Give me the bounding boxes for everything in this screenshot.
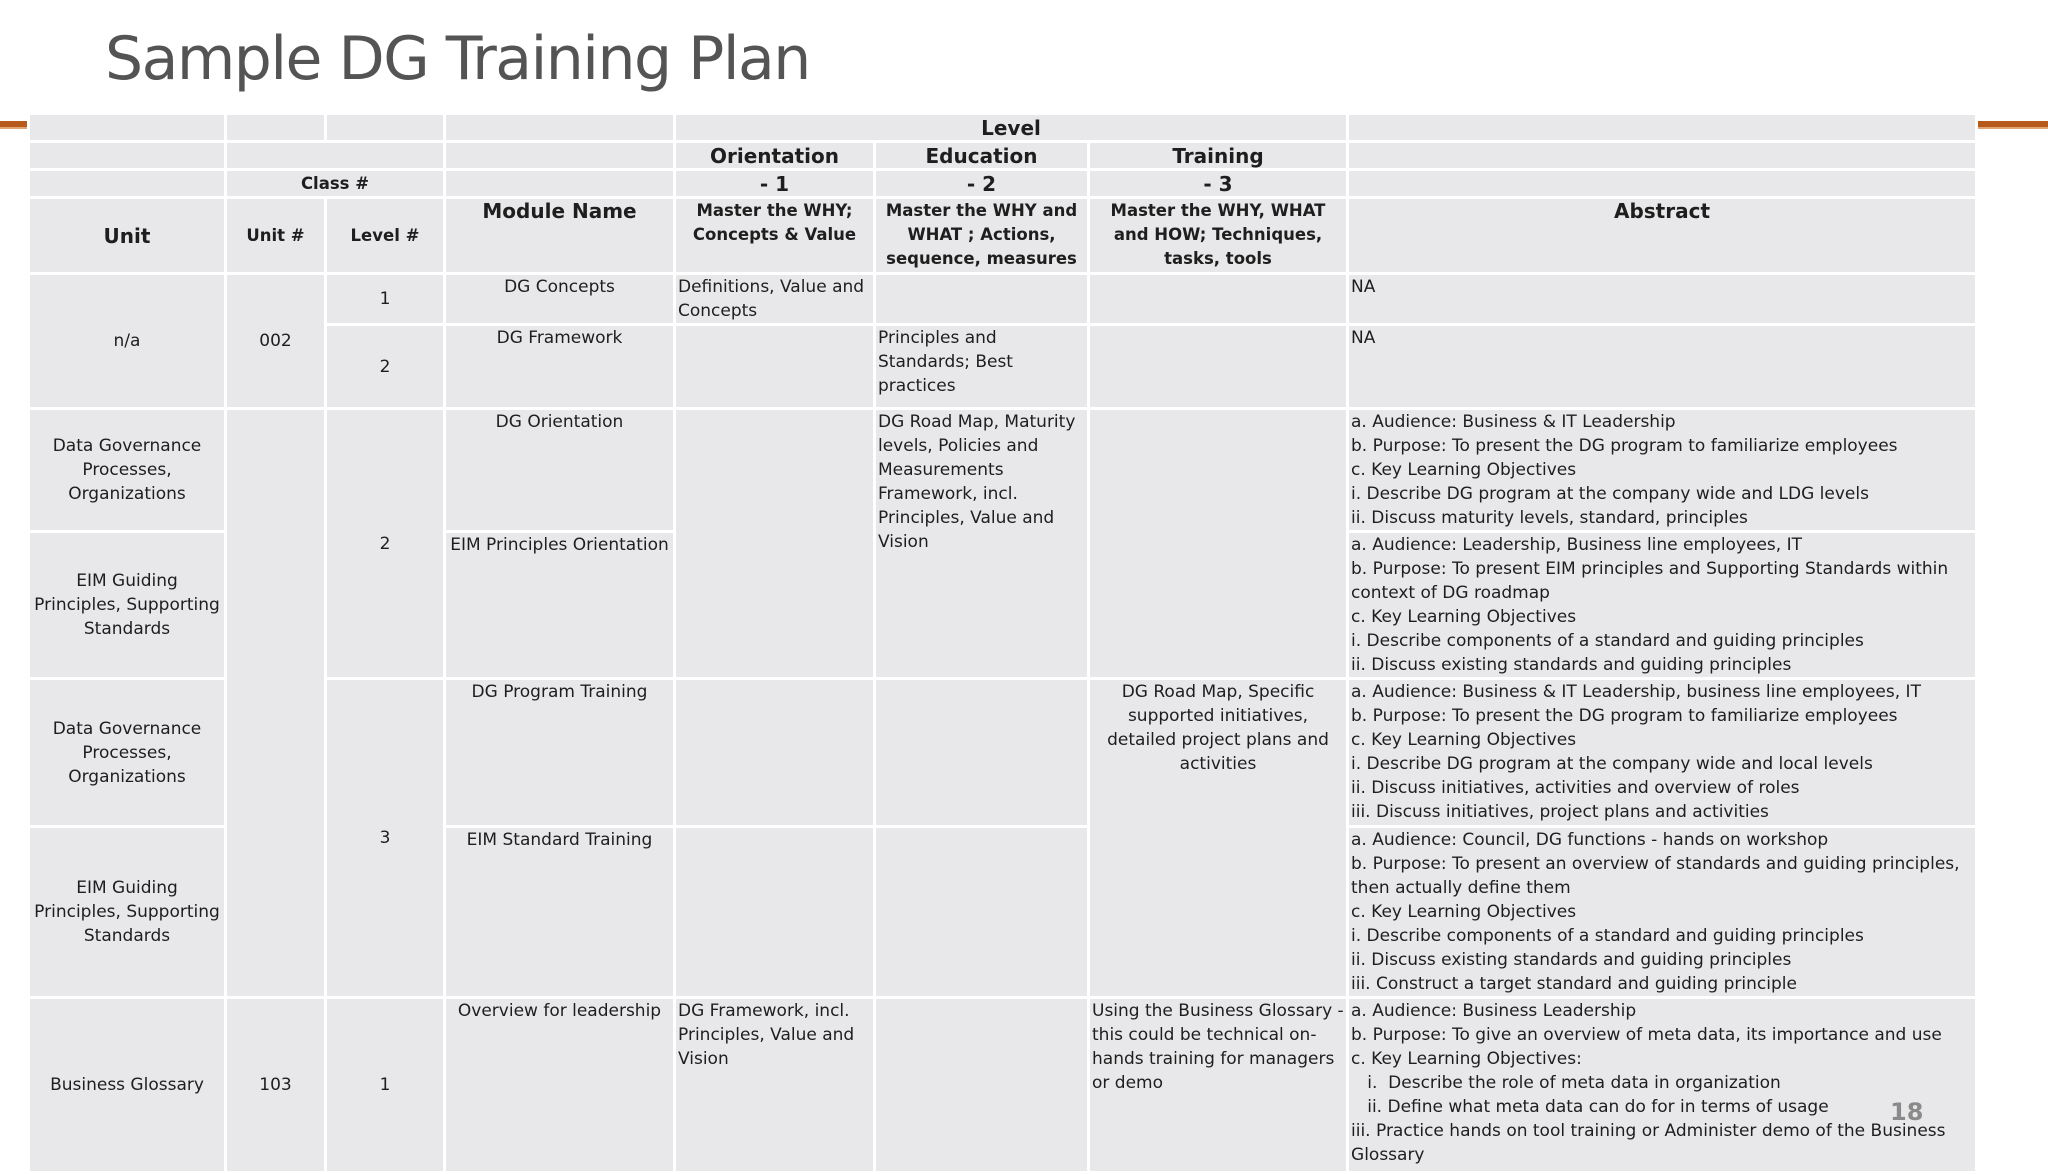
slide-title: Sample DG Training Plan [105, 24, 810, 94]
abstract-line: a. Audience: Business & IT Leadership [1351, 412, 1676, 432]
abstract-line: b. Purpose: To present the DG program to familiarize employees [1351, 706, 1898, 726]
header-orientation-description: Master the WHY; Concepts & Value [675, 198, 875, 274]
orientation-cell: Definitions, Value and Concepts [675, 274, 875, 325]
header-row-class-number [29, 170, 1977, 198]
header-abstract: Abstract [1348, 198, 1977, 274]
abstract-line: ii. Discuss existing standards and guiding principles [1351, 655, 1792, 675]
header-level-number: Level # [326, 198, 445, 274]
training-cell [1089, 409, 1348, 679]
header-unit-number: Unit # [226, 198, 326, 274]
header-empty-cell [1348, 170, 1977, 198]
training-cell [1089, 325, 1348, 409]
unit-cell: EIM Guiding Principles, Supporting Standards [29, 532, 226, 679]
orientation-cell [675, 827, 875, 998]
education-cell [875, 679, 1089, 827]
abstract-cell [1348, 409, 1977, 532]
abstract-cell [1348, 532, 1977, 679]
header-training-number: - 3 [1089, 170, 1348, 198]
abstract-line: c. Key Learning Objectives [1351, 607, 1577, 627]
module-name-cell: Overview for leadership [445, 998, 675, 1173]
header-training-description: Master the WHY, WHAT and HOW; Techniques, tasks, tools [1089, 198, 1348, 274]
header-education-number: - 2 [875, 170, 1089, 198]
abstract-line: b. Purpose: To give an overview of meta data, its importance and use [1351, 1025, 1942, 1045]
unit-cell: n/a [29, 274, 226, 409]
abstract-line: i. Describe DG program at the company wide and local levels [1351, 754, 1873, 774]
abstract-cell: NA [1348, 325, 1977, 409]
orientation-cell [675, 679, 875, 827]
header-training: Training [1089, 142, 1348, 170]
level-number-cell: 3 [326, 679, 445, 998]
header-education-description: Master the WHY and WHAT ; Actions, sequence, measures [875, 198, 1089, 274]
abstract-cell [1348, 679, 1977, 827]
orientation-cell: DG Framework, incl. Principles, Value and Vision [675, 998, 875, 1173]
abstract-line: c. Key Learning Objectives [1351, 460, 1577, 480]
education-cell [875, 274, 1089, 325]
header-empty-cell [1348, 142, 1977, 170]
level-number-cell: 1 [326, 998, 445, 1173]
module-name-cell: DG Framework [445, 325, 675, 409]
unit-cell: Data Governance Processes, Organizations [29, 679, 226, 827]
module-name-cell: DG Orientation [445, 409, 675, 532]
header-empty-cell [445, 114, 675, 142]
abstract-line: i. Describe the role of meta data in organization [1351, 1073, 1781, 1093]
abstract-line: iii. Practice hands on tool training or Administer demo of the Business Glossary [1351, 1121, 1946, 1165]
slide-number: 18 [1890, 1098, 1924, 1126]
abstract-line: c. Key Learning Objectives [1351, 730, 1577, 750]
header-orientation-number: - 1 [675, 170, 875, 198]
abstract-line: c. Key Learning Objectives: [1351, 1049, 1582, 1069]
abstract-line: a. Audience: Business Leadership [1351, 1001, 1637, 1021]
abstract-line: ii. Define what meta data can do for in terms of usage [1351, 1097, 1829, 1117]
training-cell [1089, 274, 1348, 325]
abstract-line: i. Describe components of a standard and guiding principles [1351, 631, 1864, 651]
abstract-cell: NA [1348, 274, 1977, 325]
title-accent-line-right [1975, 121, 2048, 129]
abstract-line: i. Describe components of a standard and guiding principles [1351, 926, 1864, 946]
training-plan-table [27, 112, 1978, 1174]
abstract-line: i. Describe DG program at the company wide and LDG levels [1351, 484, 1869, 504]
header-empty-cell [29, 142, 226, 170]
header-empty-cell [326, 114, 445, 142]
abstract-line: c. Key Learning Objectives [1351, 902, 1577, 922]
header-level: Level [675, 114, 1348, 142]
education-cell [875, 998, 1089, 1173]
abstract-line: b. Purpose: To present EIM principles and Supporting Standards within context of DG roadmap [1351, 559, 1949, 603]
module-name-cell: EIM Standard Training [445, 827, 675, 998]
header-unit: Unit [29, 198, 226, 274]
module-name-cell: DG Program Training [445, 679, 675, 827]
header-class-number: Class # [226, 170, 445, 198]
abstract-line: b. Purpose: To present an overview of standards and guiding principles, then actually define them [1351, 854, 1960, 898]
header-empty-cell [29, 170, 226, 198]
header-orientation: Orientation [675, 142, 875, 170]
header-empty-cell [226, 114, 326, 142]
abstract-line: a. Audience: Leadership, Business line employees, IT [1351, 535, 1802, 555]
unit-number-cell: 002 [226, 274, 326, 409]
header-empty-cell [445, 142, 675, 170]
header-education: Education [875, 142, 1089, 170]
table-row [29, 274, 1977, 325]
education-cell [875, 827, 1089, 998]
unit-number-cell: 103 [226, 998, 326, 1173]
level-number-cell: 1 [326, 274, 445, 325]
header-empty-cell [445, 170, 675, 198]
abstract-line: ii. Discuss existing standards and guiding principles [1351, 950, 1792, 970]
level-number-cell: 2 [326, 325, 445, 409]
abstract-line: iii. Discuss initiatives, project plans and activities [1351, 802, 1769, 822]
education-cell: DG Road Map, Maturity levels, Policies and Measurements Framework, incl. Principles, Value and Vision [875, 409, 1089, 679]
header-row-level [29, 114, 1977, 142]
abstract-line: a. Audience: Council, DG functions - hands on workshop [1351, 830, 1829, 850]
abstract-cell [1348, 827, 1977, 998]
abstract-line: iii. Construct a target standard and guiding principle [1351, 974, 1797, 994]
abstract-line: ii. Discuss initiatives, activities and overview of roles [1351, 778, 1800, 798]
education-cell: Principles and Standards; Best practices [875, 325, 1089, 409]
header-module-name: Module Name [445, 198, 675, 274]
header-row-level-names [29, 142, 1977, 170]
unit-number-cell [226, 409, 326, 998]
table-row [29, 998, 1977, 1173]
training-cell: Using the Business Glossary - this could be technical on-hands training for managers or demo [1089, 998, 1348, 1173]
title-accent-line-left [0, 121, 27, 129]
abstract-line: b. Purpose: To present the DG program to familiarize employees [1351, 436, 1898, 456]
orientation-cell [675, 409, 875, 679]
header-empty-cell [226, 142, 445, 170]
module-name-cell: DG Concepts [445, 274, 675, 325]
module-name-cell: EIM Principles Orientation [445, 532, 675, 679]
abstract-line: a. Audience: Business & IT Leadership, business line employees, IT [1351, 682, 1921, 702]
header-empty-cell [1348, 114, 1977, 142]
unit-cell: EIM Guiding Principles, Supporting Standards [29, 827, 226, 998]
header-empty-cell [29, 114, 226, 142]
unit-cell: Data Governance Processes, Organizations [29, 409, 226, 532]
header-row-columns [29, 198, 1977, 274]
orientation-cell [675, 325, 875, 409]
table-row [29, 409, 1977, 532]
training-cell: DG Road Map, Specific supported initiatives, detailed project plans and activities [1089, 679, 1348, 998]
unit-cell: Business Glossary [29, 998, 226, 1173]
level-number-cell: 2 [326, 409, 445, 679]
abstract-line: ii. Discuss maturity levels, standard, principles [1351, 508, 1748, 528]
abstract-cell [1348, 998, 1977, 1173]
